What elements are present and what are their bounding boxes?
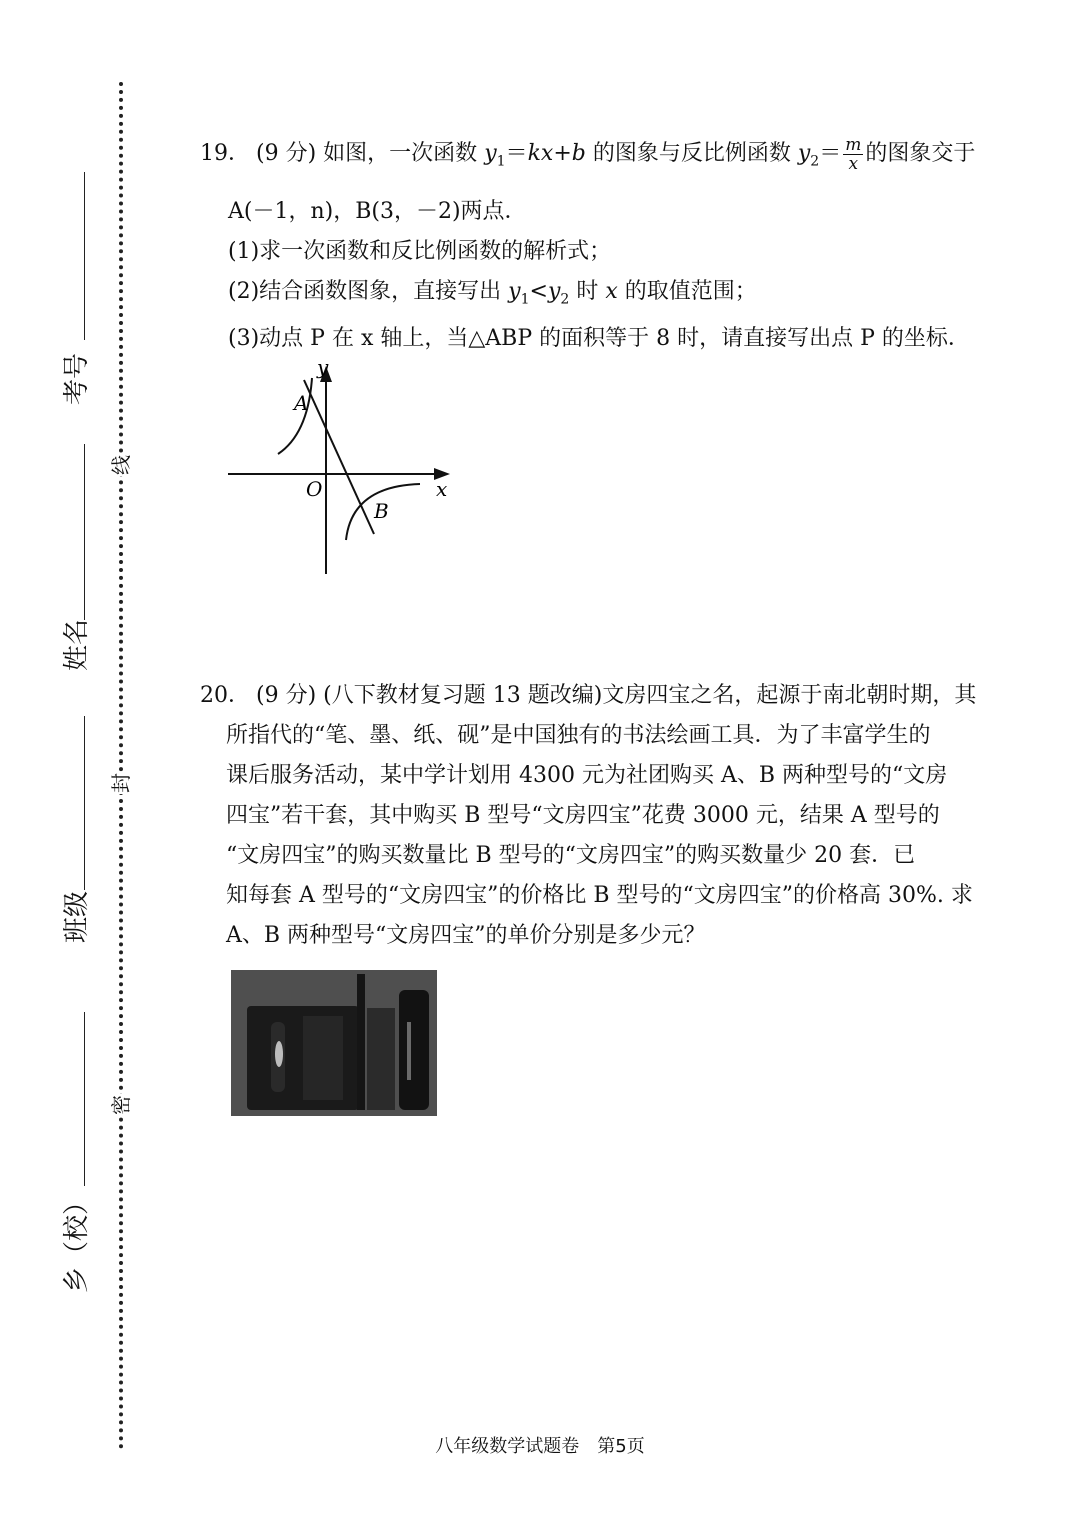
q19-part2-pre: (2)结合函数图象，直接写出: [228, 279, 502, 304]
label-y: y: [317, 355, 329, 379]
q19-eq2: ＝: [819, 141, 842, 166]
q19-fraction: [843, 136, 863, 173]
q19-part2-x: x: [605, 279, 618, 304]
q20-line2: 所指代的“笔、墨、纸、砚”是中国独有的书法绘画工具．为了丰富学生的: [226, 723, 931, 748]
q19-y2-sub: 2: [810, 153, 820, 170]
q19-part2-y2: y: [547, 279, 561, 304]
q19-eq1: ＝: [505, 141, 528, 166]
q19-y2: y: [797, 141, 811, 166]
seal-dotted-line: [119, 82, 123, 1450]
q19-part3: (3)动点 P 在 x 轴上，当△ABP 的面积等于 8 时，请直接写出点 P 的坐标．: [228, 326, 970, 352]
paper-roll: [367, 1008, 395, 1110]
exam-number-line: [84, 172, 85, 340]
label-point-b: B: [374, 499, 389, 523]
q20-body: [226, 716, 1046, 956]
q19-part2-mid: 时: [576, 279, 599, 304]
linear-function-line: [304, 380, 374, 534]
label-origin: O: [306, 477, 323, 501]
class-line: [84, 716, 85, 890]
seal-char-feng: 封: [109, 773, 133, 793]
brush: [357, 974, 365, 1110]
q19-y1-sub: 1: [496, 153, 506, 170]
question-19: [200, 134, 1040, 181]
q19-score: (9 分): [256, 141, 317, 166]
q20-number: 20．: [200, 683, 250, 708]
q19-part2: [228, 272, 1048, 319]
q19-part2-y1-sub: 1: [520, 291, 530, 308]
q19-frac-num: m: [845, 134, 862, 155]
exam-number-label: 考号: [62, 353, 92, 406]
q19-tail: 的图象交于: [865, 141, 976, 166]
school-line: [84, 1012, 85, 1186]
binding-margin: [0, 0, 160, 1526]
label-x: x: [436, 477, 448, 501]
class-label: 班级: [62, 891, 92, 944]
label-point-a: A: [294, 391, 309, 415]
name-line: [84, 444, 85, 620]
q20-line6: 知每套 A 型号的“文房四宝”的价格比 B 型号的“文房四宝”的价格高 30%. 求: [226, 883, 973, 908]
q20-line7: A、B 两种型号“文房四宝”的单价分别是多少元？: [226, 923, 706, 948]
q19-part2-lt: <: [529, 279, 548, 304]
q19-intro: 如图，一次函数: [323, 141, 478, 166]
q19-function-graph: [220, 352, 460, 582]
seal-char-mi: 密: [109, 1095, 133, 1115]
q20-line1: [200, 676, 1040, 716]
q19-mid-text: 的图象与反比例函数: [592, 141, 791, 166]
school-label: 乡（校）: [62, 1189, 92, 1294]
q20-line1-text: (八下教材复习题 13 题改编)文房四宝之名，起源于南北朝时期，其: [323, 683, 977, 708]
q19-body: [228, 192, 1048, 359]
q19-part1: (1)求一次函数和反比例函数的解析式；: [228, 239, 612, 264]
four-treasures-photo: [231, 970, 437, 1116]
seal-char-xian: 线: [109, 455, 133, 475]
q19-frac-den: x: [848, 153, 859, 174]
q19-line1: [200, 134, 1040, 181]
q19-kx: kx: [527, 141, 554, 166]
hyperbola-branch-left: [278, 378, 312, 454]
q20-score: (9 分): [256, 683, 317, 708]
q19-part2-post: 的取值范围；: [624, 279, 757, 304]
page-footer: 八年级数学试题卷 第5页: [435, 1436, 645, 1457]
question-20: [200, 676, 1040, 716]
name-label: 姓名: [62, 619, 92, 672]
q19-part2-y2-sub: 2: [560, 291, 570, 308]
q19-y1: y: [484, 141, 497, 166]
q20-line5: “文房四宝”的购买数量比 B 型号的“文房四宝”的购买数量少 20 套．已: [226, 843, 916, 868]
q19-number: 19．: [200, 141, 250, 166]
q20-line3: 课后服务活动，某中学计划用 4300 元为社团购买 A、B 两种型号的“文房: [226, 763, 948, 788]
inkstone-highlight: [275, 1041, 283, 1067]
q20-line4: 四宝”若干套，其中购买 B 型号“文房四宝”花费 3000 元，结果 A 型号的: [226, 803, 940, 828]
q19-line2: A(－1，n)，B(3，－2)两点．: [228, 199, 527, 224]
q19-part2-y1: y: [508, 279, 521, 304]
q19-plus-b: +b: [553, 141, 586, 166]
ink-stick: [399, 990, 429, 1110]
